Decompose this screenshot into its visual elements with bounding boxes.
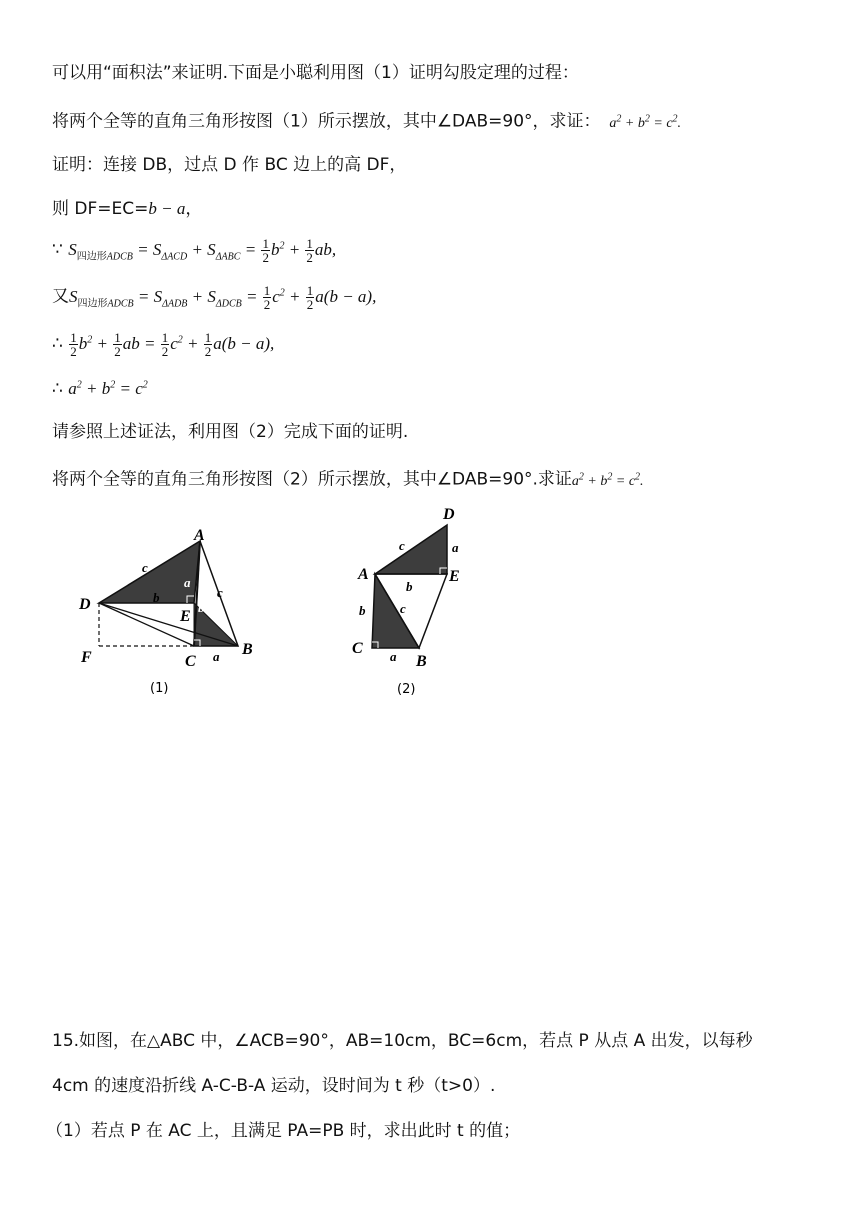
fig2-label-c-top: c — [399, 538, 405, 553]
intro-line-10-text: 将两个全等的直角三角形按图（2）所示摆放，其中∠DAB=90°.求证 — [52, 469, 572, 490]
proof-line-area1 — [52, 235, 336, 268]
fig2-label-D: D — [443, 506, 455, 523]
fig2-label-C: C — [352, 640, 363, 657]
proof-line-conclusion — [52, 374, 148, 400]
fig2-label-A: A — [358, 566, 369, 583]
intro-line-4: 则 DF=EC=b − a， — [52, 199, 203, 219]
pythagoras-equation: $a^2 + b^2 = c^2$. — [605, 113, 682, 131]
fig1-label-F: F — [81, 649, 92, 666]
fig1-label-A: A — [194, 527, 205, 544]
proof-line-area2 — [52, 282, 376, 315]
intro-line-1: 可以用“面积法”来证明.下面是小聪利用图（1）证明勾股定理的过程： — [52, 63, 579, 83]
combined-equation: $\frac{1}{2}$ $b^2$ + $\frac{1}{2}$ ab = $\frac{1}{2}$ $c^2$ + $\frac{1}{2}$ a(b − a), — [70, 330, 275, 360]
fig2-label-a-bottom: a — [390, 649, 397, 664]
fig2-label-b-left: b — [359, 603, 366, 618]
problem15-line-3: （1）若点 P 在 AC 上，且满足 PA=PB 时，求出此时 t 的值； — [46, 1121, 521, 1141]
fig2-label-b-middle: b — [406, 579, 413, 594]
intro-line-4-text: 则 DF=EC= — [52, 199, 149, 219]
fig1-label-B: B — [242, 641, 253, 658]
df-expression: b − a — [148, 199, 186, 218]
area-equation-2: $S_{四边形ADCB} = S_{\Delta ADB} + S_{\Delta DCB}$ = $\frac{1}{2}$ $c^2$ + $\frac{1}{2}$ a(b − a), — [69, 283, 377, 313]
conclusion-equation: $a^2 + b^2 = c^2$ — [68, 378, 148, 398]
fig2-label-c-middle: c — [400, 601, 406, 616]
fig1-label-a-bottom: a — [213, 649, 220, 664]
fig2-label-a-right: a — [452, 540, 459, 555]
fig1-label-c-right: c — [217, 585, 223, 600]
fig1-label-c-left: c — [142, 560, 148, 575]
also-label: 又 — [52, 286, 69, 307]
fig2-caption: (2) — [397, 682, 416, 697]
problem15-line-1: 15.如图，在△ABC 中，∠ACB=90°，AB=10cm，BC=6cm，若点 P 从点 A 出发，以每秒 — [52, 1031, 753, 1051]
fig1-label-D: D — [79, 596, 91, 613]
pythagoras-equation-2: $a^2 + b^2 = c^2$. — [571, 471, 644, 489]
proof-line-combine — [52, 329, 274, 358]
intro-line-10 — [52, 466, 644, 493]
fig1-label-E: E — [180, 608, 191, 625]
intro-line-2-text: 将两个全等的直角三角形按图（1）所示摆放，其中∠DAB=90°，求证： — [52, 111, 601, 132]
fig1-caption: (1) — [150, 681, 169, 696]
fig1-label-b-right: b — [198, 600, 205, 615]
fig1-label-b-left: b — [153, 590, 160, 605]
fig2-label-B: B — [416, 653, 427, 670]
figure-2 — [345, 500, 485, 700]
fig1-label-C: C — [185, 653, 196, 670]
area-equation-1: $S_{四边形ADCB} = S_{\Delta ACD} + S_{\Delta ABC}$ = $\frac{1}{2}$ $b^2$ + $\frac{1}{2}$ ab, — [68, 236, 337, 266]
problem15-line-2: 4cm 的速度沿折线 A-C-B-A 运动，设时间为 t 秒（t>0）. — [52, 1076, 496, 1096]
intro-line-2 — [52, 108, 681, 135]
therefore-symbol-2: ∴ — [52, 378, 63, 399]
since-symbol: ∵ — [52, 239, 63, 260]
fig2-label-E: E — [449, 568, 460, 585]
fig1-label-a-top: a — [184, 575, 191, 590]
intro-line-9: 请参照上述证法，利用图（2）完成下面的证明. — [52, 422, 409, 442]
therefore-symbol-1: ∴ — [52, 333, 63, 354]
intro-line-3: 证明：连接 DB，过点 D 作 BC 边上的高 DF， — [52, 155, 407, 175]
